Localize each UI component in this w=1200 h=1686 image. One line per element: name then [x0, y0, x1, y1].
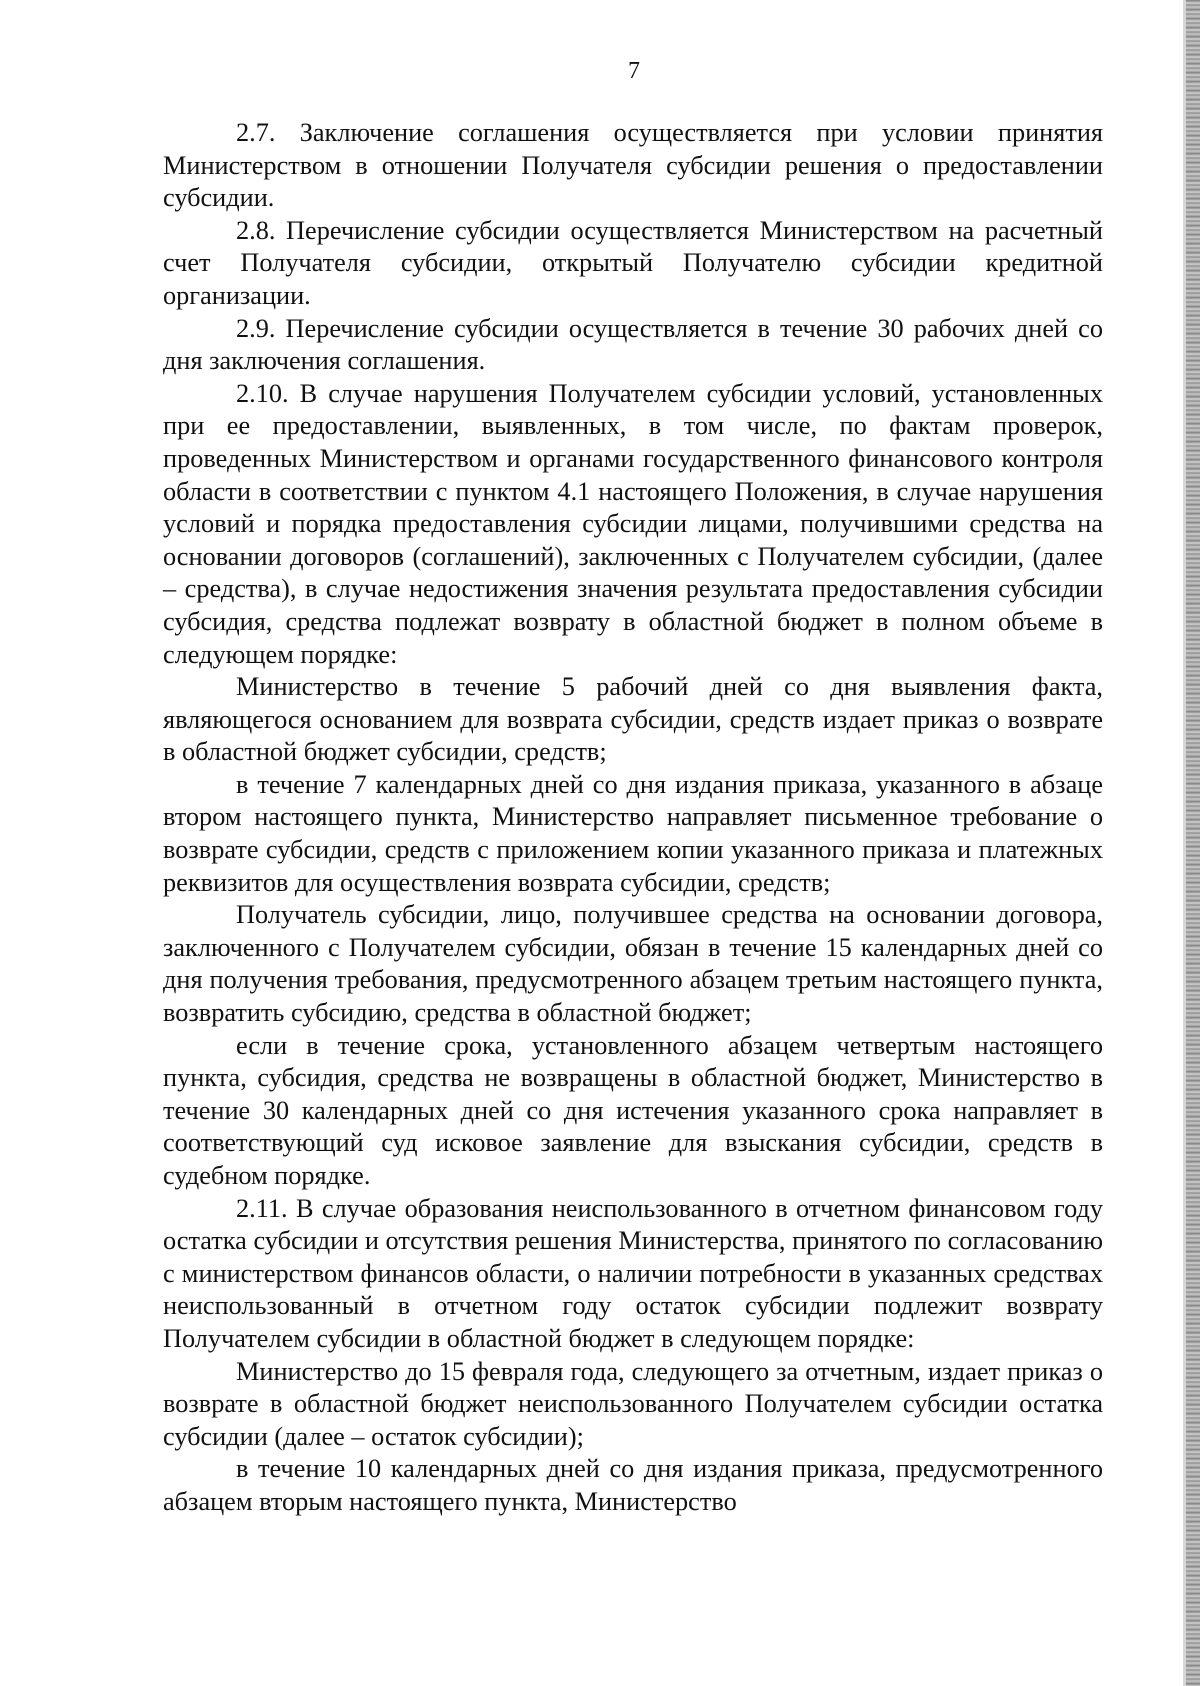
paragraph-2-8: 2.8. Перечисление субсидии осуществляется Министерством на расчетный счет Получателя субсидии, открытый Получателю субсидии кредитной организации. — [163, 215, 1103, 310]
paragraph-2-7: 2.7. Заключение соглашения осуществляется при условии принятия Министерством в отношении Получателя субсидии решения о предоставлении субсидии. — [163, 118, 1103, 213]
document-body — [163, 117, 1103, 1519]
page-number: 7 — [628, 58, 640, 84]
paragraph-2-10-return: Получатель субсидии, лицо, получившее средства на основании договора, заключенного с Получателем субсидии, обязан в течение 15 календарных дней со дня получения требования, предусмотренного абзацем третьим настоящего пункта, возвратить субсидию, средства в областной бюджет; — [163, 900, 1103, 1028]
paragraph-2-11: 2.11. В случае образования неиспользованного в отчетном финансовом году остатка субсидии и отсутствия решения Министерства, принятого по согласованию с министерством финансов области, о наличии потребности в указанных средствах неиспользованный в отчетном году остаток субсидии подлежит возврату Получателем субсидии в областной бюджет в следующем порядке: — [163, 1193, 1103, 1353]
paragraph-2-10-court: если в течение срока, установленного абзацем четвертым настоящего пункта, субсидия, средства не возвращены в областной бюджет, Министерство в течение 30 календарных дней со дня истечения указанного срока направляет в соответствующий суд исковое заявление для взыскания субсидии, средств в судебном порядке. — [163, 1030, 1103, 1190]
scan-edge — [1186, 0, 1200, 1686]
paragraph-2-11-order: Министерство до 15 февраля года, следующего за отчетным, издает приказ о возврате в областной бюджет неиспользованного Получателем субсидии остатка субсидии (далее – остаток субсидии); — [163, 1356, 1103, 1451]
paragraph-2-9: 2.9. Перечисление субсидии осуществляется в течение 30 рабочих дней со дня заключения соглашения. — [163, 313, 1103, 376]
paragraph-2-10-order-issue: Министерство в течение 5 рабочий дней со дня выявления факта, являющегося основанием для возврата субсидии, средств издает приказ о возврате в областной бюджет субсидии, средств; — [163, 672, 1103, 767]
paragraph-2-10: 2.10. В случае нарушения Получателем субсидии условий, установленных при ее предоставлении, выявленных, в том числе, по фактам проверок, проведенных Министерством и органами государственного финансового контроля области в соответствии с пунктом 4.1 настоящего Положения, в случае нарушения условий и порядка предоставления субсидии лицами, получившими средства на основании договоров (соглашений), заключенных с Получателем субсидии, (далее – средства), в случае недостижения значения результата предоставления субсидии субсидия, средства подлежат возврату в областной бюджет в полном объеме в следующем порядке: — [163, 378, 1103, 669]
paragraph-2-11-demand: в течение 10 календарных дней со дня издания приказа, предусмотренного абзацем вторым настоящего пункта, Министерство — [163, 1454, 1103, 1516]
paragraph-2-10-demand: в течение 7 календарных дней со дня издания приказа, указанного в абзаце втором настоящего пункта, Министерство направляет письменное требование о возврате субсидии, средств с приложением копии указанного приказа и платежных реквизитов для осуществления возврата субсидии, средств; — [163, 769, 1103, 897]
